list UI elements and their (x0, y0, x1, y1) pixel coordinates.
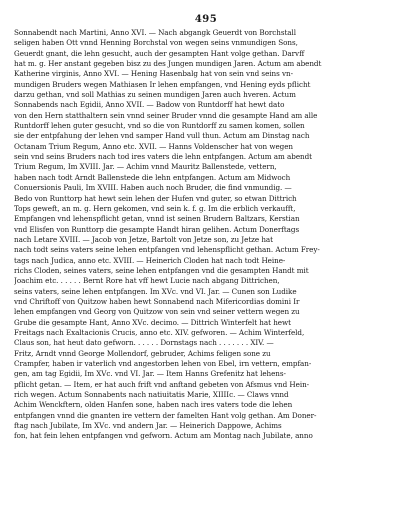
text-line: gen, am tag Egidii, Im XVc. vnd VI. Jar. — Item Hanns Grefenitz hat lehens- (14, 369, 286, 379)
text-line: tags nach Judica, anno etc. XVIII. — Heinerich Cloden hat nach todt Heine- (14, 255, 286, 265)
text-line: Conuersionis Pauli, Im XVIII. Haben auch noch Bruder, die find vnmundig. — (14, 183, 292, 193)
text-line: richs Cloden, seines vaters, seine lehen entpfangen vnd die gesampten Handt mit (14, 265, 309, 275)
text-line: Trium Regum, Im XVIII. Jar. — Achim vnnd Mauritz Ballenstede, vettern, (14, 162, 277, 172)
text-line: Grube die gesampte Hant, Anno XVc. decimo. — Dittrich Winterfelt hat hewt (14, 317, 291, 327)
text-line: Freitags nach Exaltacionis Crucis, anno etc. XIV. gefworen. — Achim Winterfeld, (14, 327, 305, 337)
text-line: vnd Chriftoff von Quitzow haben hewt Sonnabend nach Mifericordias domini Ir (14, 296, 300, 306)
text-line: seins vaters, seine lehen entpfangen. Im XVc. vnd VI. Jar. — Cunen son Ludike (14, 286, 297, 296)
text-line: lehen empfangen vnd Georg von Quitzow von sein vnd seiner vettern wegen zu (14, 307, 300, 317)
text-line: sie der entpfahung der lehen vnd samper Hand vull thun. Actum am Dinstag nach (14, 131, 310, 141)
text-line: Fritz, Arndt vnnd George Mollendorf, gebruder, Achims feligen sone zu (14, 348, 271, 358)
text-line: Sonnabendt nach Martini, Anno XVI. — Nach abgangk Geuerdt von Borchstall (14, 28, 297, 37)
text-line: rich wegen. Actum Sonnabents nach natiuitatis Marie, XIIIIc. — Claws vnnd (14, 390, 289, 400)
text-line: Empfangen vnd lehenspflicht getan, vnnd ist seinen Brudern Baltzars, Kerstian (14, 214, 300, 224)
text-line: Bedo von Runttorp hat hewt sein lehen der Hufen vnd guter, so etwan Dittrich (14, 193, 297, 203)
text-line: Achim Wenckftern, olden Hanfen sone, haben nach ires vaters tode die lehen (14, 400, 293, 410)
text-line: Claus son, hat heut dato gefworn. . . . . . Dornstags nach . . . . . . . XIV. — (14, 338, 274, 348)
text-line: von den Hern statthaltern sein vnnd seiner Bruder vnnd die gesampte Hand am alle (14, 110, 318, 120)
text-line: mundigen Bruders wegen Mathiasen Ir lehen empfangen, vnd Hening eyds pflicht (14, 79, 311, 89)
text-line: Joachim etc. . . . . . Bernt Rore hat vff hewt Lucie nach abgang Dittrichen, (14, 276, 280, 286)
text-line: seligen haben Ott vnnd Henning Borchstal von wegen seins vnmundigen Sons, (14, 38, 298, 48)
text-line: Sonnabends nach Egidii, Anno XVII. — Badow von Runtdorff hat hewt dato (14, 100, 285, 110)
text-line: Geuerdt gnant, die lehn gesucht, auch der gesampten Hant volge gethan. Darvff (14, 48, 305, 58)
text-line: vnd Elisfen von Runttorp die gesampte Handt hiran gelihen. Actum Donerftags (14, 224, 300, 234)
text-line: pflicht getan. — Item, er hat auch frift vnd anftand gebeten von Afsmus vnd Hein- (14, 379, 310, 389)
text-line: entpfangen vnnd die gnanten ire vettern der famelten Hant volg gethan. Am Doner- (14, 410, 317, 420)
text-line: Octanam Trium Regum, Anno etc. XVII. — Hanns Voldenscher hat von wegen (14, 141, 293, 151)
text-line: hat m. g. Her anstant gegeben bisz zu des Jungen mundigen Jaren. Actum am abendt (14, 59, 322, 69)
text-line: Runtdorff lehen guter gesucht, vnd so die von Runtdorff zu samen komen, sollen (14, 121, 305, 131)
text-line: sein vnd seins Bruders nach tod ires vaters die lehn entpfangen. Actum am abendt (14, 152, 313, 162)
body-text (14, 28, 398, 442)
text-line: haben nach todt Arndt Ballenstede die lehn entpfangen. Actum am Midwoch (14, 172, 291, 182)
text-line: darzu gethan, vnd soll Mathias zu seinen mundigen Jaren auch hveren. Actum (14, 90, 296, 100)
text-line: nach Letare XVIII. — Jacob von Jetze, Bartolt von Jetze son, zu Jetze hat (14, 234, 273, 244)
page-number: 495 (194, 14, 218, 25)
text-line: ftag nach Jubilate, Im XVc. vnd andern Jar. — Heinerich Dappowe, Achims (14, 421, 282, 431)
text-line: Katherine virginis, Anno XVI. — Hening Hasenbalg hat von sein vnd seins vn- (14, 69, 293, 79)
text-line: Crampfer, haben ir vaterlich vnd angestorben lehen von Ebel, irn vettern, empfan- (14, 359, 312, 368)
text-line: fon, hat fein lehen entpfangen vnd gefworn. Actum am Montag nach Jubilate, anno (14, 431, 313, 441)
text-line: Tops geweft, an m. g. Hern gekomen, vnd sein k. f. g. Im die erblich verkaufft, (14, 203, 296, 213)
text-line: nach todt seins vaters seine lehen entpfangen vnd lehenspflicht gethan. Actum Frey- (14, 245, 320, 255)
